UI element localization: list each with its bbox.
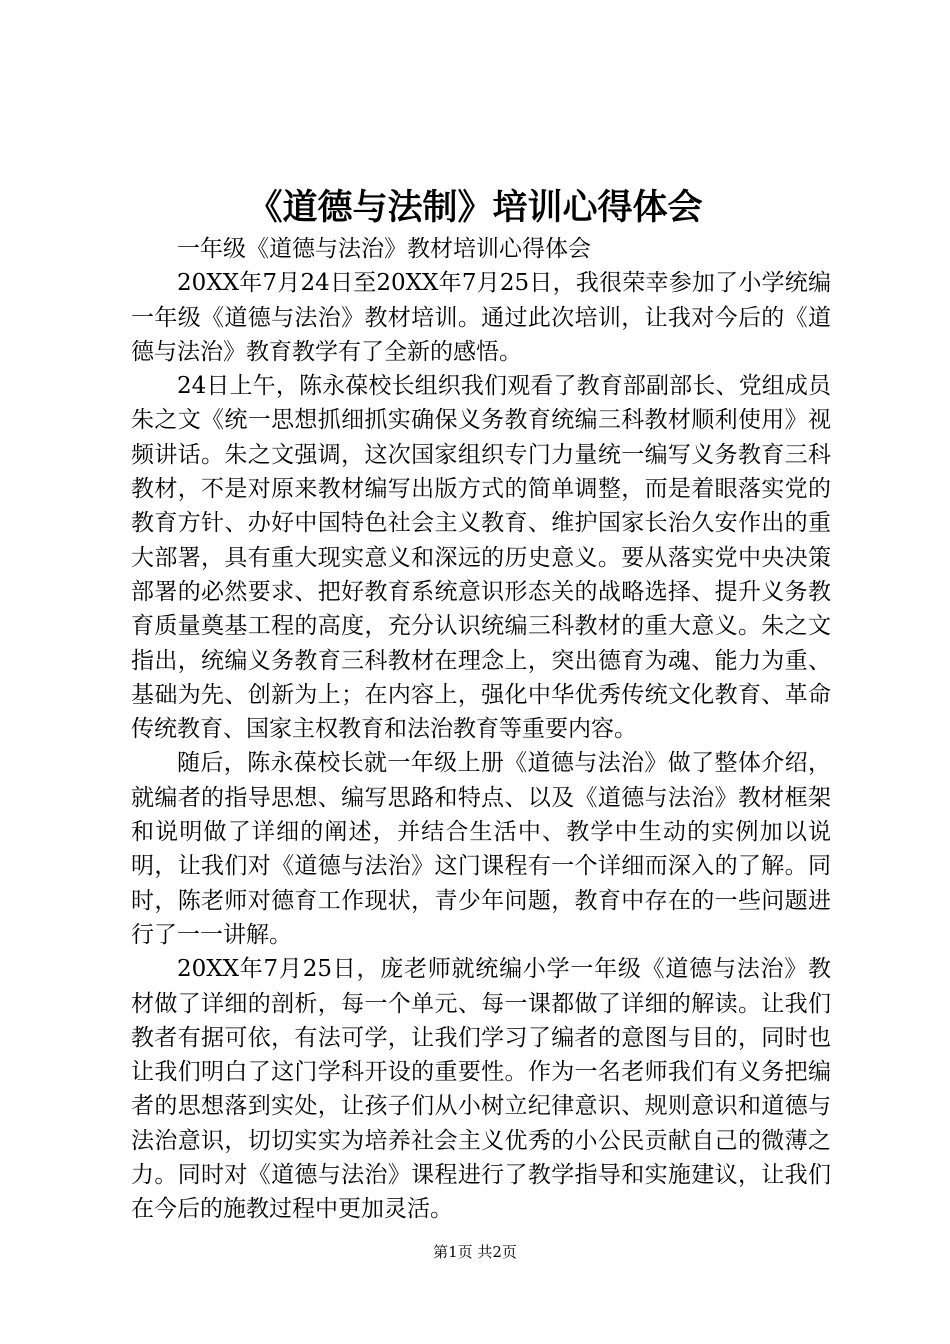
paragraph-day-one-morning: 24日上午，陈永葆校长组织我们观看了教育部副部长、党组成员朱之文《统一思想抓细抓实确保义务教育统编三科教材顺利使用》视频讲话。朱之文强调，这次国家组织专门力量统一编写义务教育三科教材，不是对原来教材编写出版方式的简单调整，而是着眼落实党的教育方针、办好中国特色社会主义教育、维护国家长治久安作出的重大部署，具有重大现实意义和深远的历史意义。要从落实党中央决策部署的必然要求、把好教育系统意识形态关的战略选择、提升义务教育质量奠基工程的高度，充分认识统编三科教材的重大意义。朱之文指出，统编义务教育三科教材在理念上，突出德育为魂、能力为重、基础为先、创新为上；在内容上，强化中华优秀传统文化教育、革命传统教育、国家主权教育和法治教育等重要内容。 xyxy=(131,373,831,743)
paragraph-intro: 20XX年7月24日至20XX年7月25日，我很荣幸参加了小学统编一年级《道德与法治》教材培训。通过此次培训，让我对今后的《道德与法治》教育教学有了全新的感悟。 xyxy=(131,270,831,365)
paragraph-subtitle: 一年级《道德与法治》教材培训心得体会 xyxy=(177,236,591,262)
document-body xyxy=(131,232,831,1227)
document-title: 《道德与法制》培训心得体会 xyxy=(247,187,703,228)
page-number-footer: 第1页 共2页 xyxy=(433,1243,517,1261)
paragraph-textbook-introduction: 随后，陈永葆校长就一年级上册《道德与法治》做了整体介绍，就编者的指导思想、编写思路和特点、以及《道德与法治》教材框架和说明做了详细的阐述，并结合生活中、教学中生动的实例加以说明，让我们对《道德与法治》这门课程有一个详细而深入的了解。同时，陈老师对德育工作现状，青少年问题，教育中存在的一些问题进行了一一讲解。 xyxy=(131,750,831,948)
paragraph-day-two: 20XX年7月25日，庞老师就统编小学一年级《道德与法治》教材做了详细的剖析，每一个单元、每一课都做了详细的解读。让我们教者有据可依，有法可学，让我们学习了编者的意图与目的，同时也让我们明白了这门学科开设的重要性。作为一名老师我们有义务把编者的思想落到实处，让孩子们从小树立纪律意识、规则意识和道德与法治意识，切切实实为培养社会主义优秀的小公民贡献自己的微薄之力。同时对《道德与法治》课程进行了教学指导和实施建议，让我们在今后的施教过程中更加灵活。 xyxy=(131,956,831,1223)
